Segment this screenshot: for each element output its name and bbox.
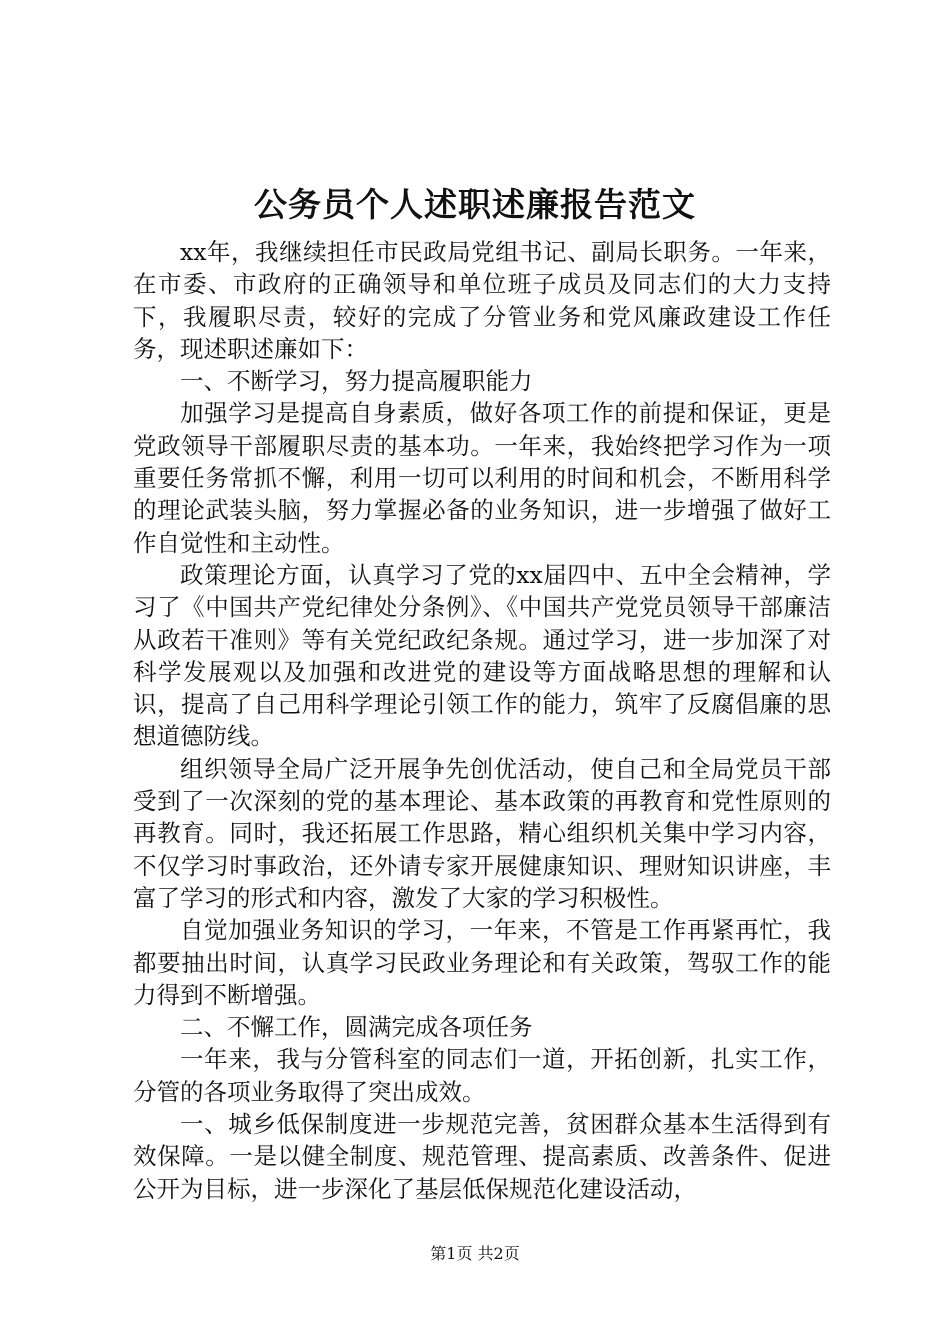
page-number-footer: 第1页 共2页 [430,1244,520,1263]
paragraph: 组织领导全局广泛开展争先创优活动，使自己和全局党员干部受到了一次深刻的党的基本理论、基本政策的再教育和党性原则的再教育。同时，我还拓展工作思路，精心组织机关集中学习内容，不仅学习时事政治，还外请专家开展健康知识、理财知识讲座，丰富了学习的形式和内容，激发了大家的学习积极性。 [133,754,831,912]
paragraph: 自觉加强业务知识的学习，一年来，不管是工作再紧再忙，我都要抽出时间，认真学习民政业务理论和有关政策，驾驭工作的能力得到不断增强。 [133,916,831,1009]
paragraph: 一、城乡低保制度进一步规范完善，贫困群众基本生活得到有效保障。一是以健全制度、规范管理、提高素质、改善条件、促进公开为目标，进一步深化了基层低保规范化建设活动， [133,1110,831,1203]
document-body [133,236,831,1205]
document-title: 公务员个人述职述廉报告范文 [254,185,696,224]
paragraph: 加强学习是提高自身素质，做好各项工作的前提和保证，更是党政领导干部履职尽责的基本功。一年来，我始终把学习作为一项重要任务常抓不懈，利用一切可以利用的时间和机会，不断用科学的理论武装头脑，努力掌握必备的业务知识，进一步增强了做好工作自觉性和主动性。 [133,399,831,557]
section-heading-1: 一、不断学习，努力提高履职能力 [180,367,533,396]
paragraph: 政策理论方面，认真学习了党的xx届四中、五中全会精神，学习了《中国共产党纪律处分条例》、《中国共产党党员领导干部廉洁从政若干准则》等有关党纪政纪条规。通过学习，进一步加深了对科学发展观以及加强和改进党的建设等方面战略思想的理解和认识，提高了自己用科学理论引领工作的能力，筑牢了反腐倡廉的思想道德防线。 [133,560,831,751]
paragraph: 一年来，我与分管科室的同志们一道，开拓创新，扎实工作，分管的各项业务取得了突出成效。 [133,1045,831,1106]
section-heading-2: 二、不懈工作，圆满完成各项任务 [180,1013,533,1042]
paragraph-intro: xx年，我继续担任市民政局党组书记、副局长职务。一年来，在市委、市政府的正确领导和单位班子成员及同志们的大力支持下，我履职尽责，较好的完成了分管业务和党风廉政建设工作任务，现述职述廉如下： [133,238,831,363]
